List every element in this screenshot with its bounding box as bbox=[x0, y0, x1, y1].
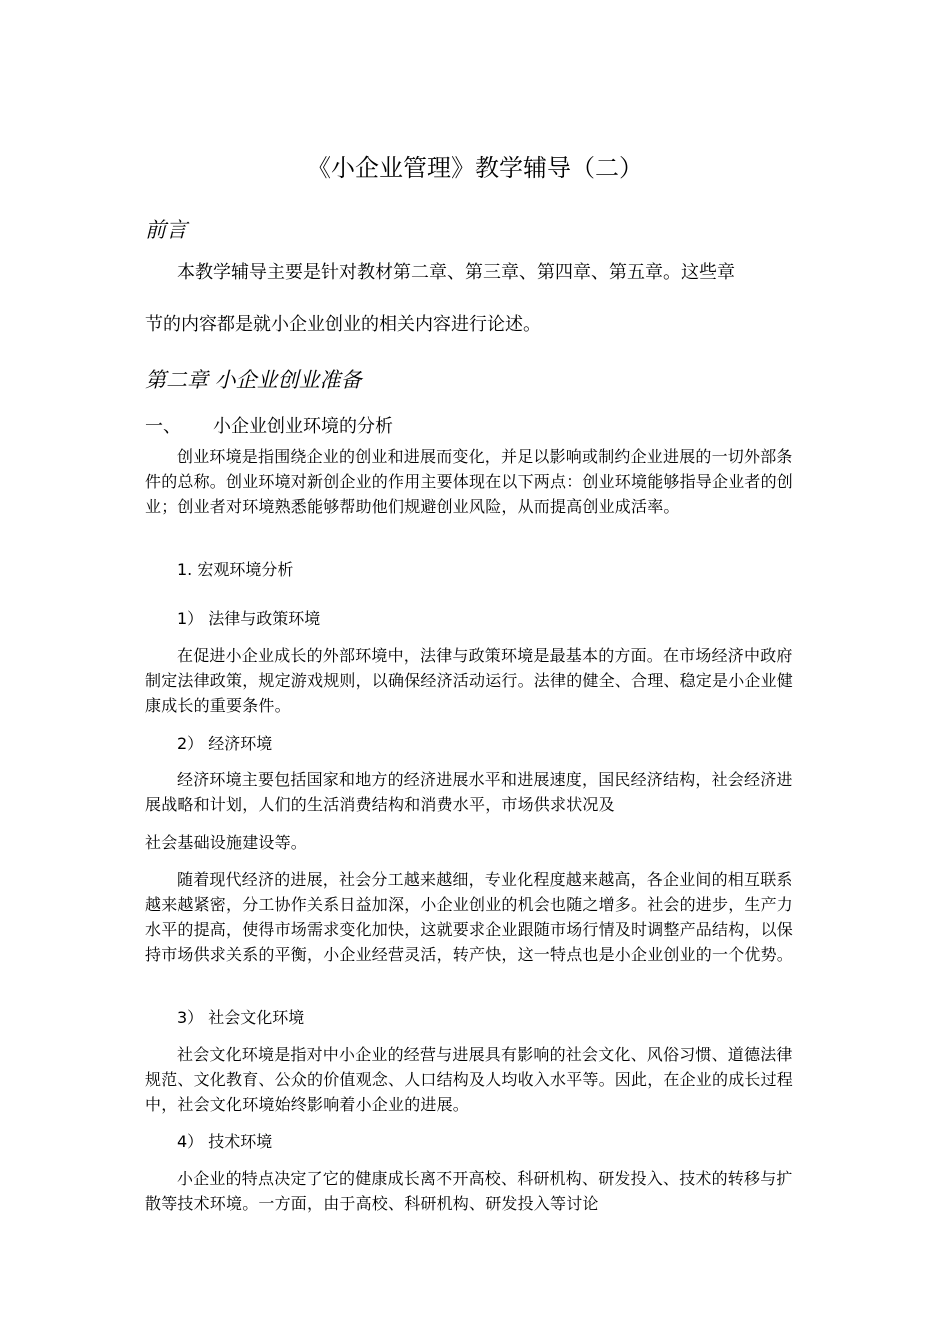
subheading-social-culture: 3） 社会文化环境 bbox=[177, 1008, 305, 1027]
paragraph-social-culture: 社会文化环境是指对中小企业的经营与进展具有影响的社会文化、风俗习惯、道德法律规范、文化教育、公众的价值观念、人口结构及人均收入水平等。因此，在企业的成长过程中，社会文化环境始终影响着小企业的进展。 bbox=[145, 1045, 794, 1114]
paragraph-law-policy: 在促进小企业成长的外部环境中，法律与政策环境是最基本的方面。在市场经济中政府制定法律政策，规定游戏规则，以确保经济活动运行。法律的健全、合理、稳定是小企业健康成长的重要条件。 bbox=[145, 646, 794, 715]
section-title: 小企业创业环境的分析 bbox=[213, 416, 393, 437]
subheading-macro-environment: 1. 宏观环境分析 bbox=[177, 560, 294, 579]
subheading-economy: 2） 经济环境 bbox=[177, 734, 273, 753]
paragraph-technology: 小企业的特点决定了它的健康成长离不开高校、科研机构、研发投入、技术的转移与扩散等技术环境。一方面，由于高校、科研机构、研发投入等讨论 bbox=[145, 1169, 793, 1213]
paragraph-economy-2: 社会基础设施建设等。 bbox=[145, 833, 308, 852]
section-number: 一、 bbox=[145, 416, 181, 437]
paragraph-environment: 创业环境是指围绕企业的创业和进展而变化，并足以影响或制约企业进展的一切外部条件的总称。创业环境对新创企业的作用主要体现在以下两点：创业环境能够指导企业者的创业；创业者对环境熟悉能够帮助他们规避创业风险，从而提高创业成活率。 bbox=[145, 447, 794, 516]
subheading-technology: 4） 技术环境 bbox=[177, 1132, 273, 1151]
document-title: 《小企业管理》教学辅导（二） bbox=[307, 154, 643, 182]
preface-line-1-text: 本教学辅导主要是针对教材第二章、第三章、第四章、第五章。这些章 bbox=[177, 262, 735, 283]
paragraph-economy-1: 经济环境主要包括国家和地方的经济进展水平和进展速度，国民经济结构，社会经济进展战略和计划，人们的生活消费结构和消费水平，市场供求状况及 bbox=[145, 770, 793, 814]
section-heading-1 bbox=[145, 414, 805, 440]
subheading-law-policy: 1） 法律与政策环境 bbox=[177, 609, 321, 628]
preface-heading: 前言 bbox=[145, 218, 187, 242]
paragraph-economy-3: 随着现代经济的进展，社会分工越来越细，专业化程度越来越高，各企业间的相互联系越来越紧密，分工协作关系日益加深，小企业创业的机会也随之增多。社会的进步，生产力水平的提高，使得市场需求变化加快，这就要求企业跟随市场行情及时调整产品结构，以保持市场供求关系的平衡，小企业经营灵活，转产快，这一特点也是小企业创业的一个优势。 bbox=[145, 870, 794, 964]
preface-line-1 bbox=[145, 258, 805, 288]
chapter-heading: 第二章 小企业创业准备 bbox=[145, 368, 362, 392]
preface-line-2: 节的内容都是就小企业创业的相关内容进行论述。 bbox=[145, 314, 541, 335]
